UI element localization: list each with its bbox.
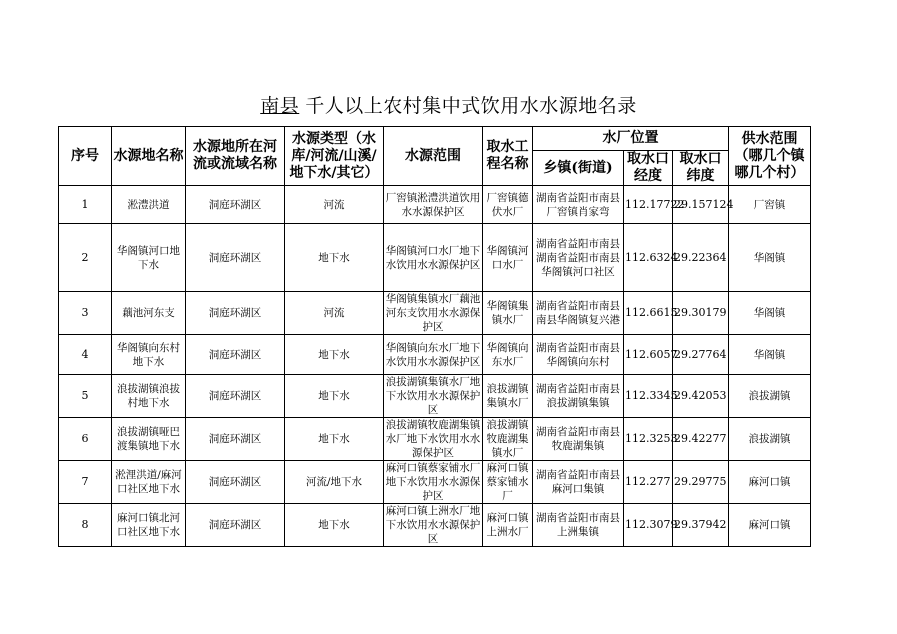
table-row	[59, 335, 811, 375]
cell-type: 河流	[285, 292, 384, 335]
cell-lat: 29.30179	[673, 292, 729, 335]
cell-plant: 华阁镇河口水厂	[483, 224, 533, 292]
cell-lon: 112.17722	[624, 186, 673, 224]
header-type: 水源类型（水库/河流/山溪/地下水/其它）	[285, 127, 384, 186]
cell-lon: 112.6324	[624, 224, 673, 292]
cell-type: 河流	[285, 186, 384, 224]
cell-name: 麻河口镇北河口社区地下水	[112, 504, 186, 547]
cell-lon: 112.277	[624, 461, 673, 504]
cell-scope: 浪拔湖镇集镇水厂地下水饮用水水源保护区	[384, 375, 483, 418]
cell-supply: 麻河口镇	[729, 461, 811, 504]
cell-supply: 华阁镇	[729, 335, 811, 375]
cell-plant: 麻河口镇蔡家铺水厂	[483, 461, 533, 504]
cell-seq: 4	[59, 335, 112, 375]
cell-lon: 112.3345	[624, 375, 673, 418]
cell-town: 湖南省益阳市南县上洲集镇	[533, 504, 624, 547]
cell-name: 淞澧洪道	[112, 186, 186, 224]
cell-plant: 华阁镇向东水厂	[483, 335, 533, 375]
table-row	[59, 292, 811, 335]
header-scope: 水源范围	[384, 127, 483, 186]
water-source-table	[58, 126, 811, 547]
header-plant: 取水工程名称	[483, 127, 533, 186]
page-title	[0, 91, 897, 118]
cell-supply: 华阁镇	[729, 292, 811, 335]
cell-supply: 浪拔湖镇	[729, 418, 811, 461]
county-name: 南县	[260, 95, 300, 117]
cell-town: 湖南省益阳市南县华阁镇向东村	[533, 335, 624, 375]
cell-name: 华阁镇河口地下水	[112, 224, 186, 292]
cell-name: 浪拔湖镇哑巴渡集镇地下水	[112, 418, 186, 461]
header-supply: 供水范围（哪几个镇哪几个村）	[729, 127, 811, 186]
table-row	[59, 418, 811, 461]
cell-seq: 3	[59, 292, 112, 335]
cell-seq: 2	[59, 224, 112, 292]
cell-seq: 5	[59, 375, 112, 418]
header-town: 乡镇(街道)	[533, 151, 624, 186]
cell-lat: 29.37942	[673, 504, 729, 547]
header-basin: 水源地所在河流或流域名称	[186, 127, 285, 186]
cell-lon: 112.6615	[624, 292, 673, 335]
cell-lon: 112.3253	[624, 418, 673, 461]
cell-town: 湖南省益阳市南县牧鹿湖集镇	[533, 418, 624, 461]
cell-name: 华阁镇向东村地下水	[112, 335, 186, 375]
cell-scope: 浪拔湖镇牧鹿湖集镇水厂地下水饮用水水源保护区	[384, 418, 483, 461]
cell-basin: 洞庭环湖区	[186, 461, 285, 504]
cell-basin: 洞庭环湖区	[186, 375, 285, 418]
cell-lat: 29.157124	[673, 186, 729, 224]
cell-plant: 华阁镇集镇水厂	[483, 292, 533, 335]
cell-lat: 29.29775	[673, 461, 729, 504]
cell-scope: 华阁镇集镇水厂藕池河东支饮用水水源保护区	[384, 292, 483, 335]
title-main: 千人以上农村集中式饮用水水源地名录	[305, 95, 637, 117]
header-lat: 取水口纬度	[673, 151, 729, 186]
cell-scope: 厂窖镇淞澧洪道饮用水水源保护区	[384, 186, 483, 224]
cell-plant: 浪拔湖镇集镇水厂	[483, 375, 533, 418]
cell-type: 河流/地下水	[285, 461, 384, 504]
table-body	[59, 186, 811, 547]
cell-basin: 洞庭环湖区	[186, 292, 285, 335]
header-lon: 取水口经度	[624, 151, 673, 186]
cell-scope: 华阁镇向东水厂地下水饮用水水源保护区	[384, 335, 483, 375]
cell-type: 地下水	[285, 224, 384, 292]
cell-supply: 浪拔湖镇	[729, 375, 811, 418]
cell-plant: 浪拔湖镇牧鹿湖集镇水厂	[483, 418, 533, 461]
cell-town: 湖南省益阳市南县厂窖镇肖家弯	[533, 186, 624, 224]
table-row	[59, 461, 811, 504]
cell-lat: 29.27764	[673, 335, 729, 375]
cell-seq: 6	[59, 418, 112, 461]
cell-town: 湖南省益阳市南县浪拔湖镇集镇	[533, 375, 624, 418]
cell-scope: 麻河口镇蔡家铺水厂地下水饮用水水源保护区	[384, 461, 483, 504]
cell-plant: 厂窖镇德伏水厂	[483, 186, 533, 224]
cell-type: 地下水	[285, 375, 384, 418]
cell-type: 地下水	[285, 504, 384, 547]
cell-lat: 29.22364	[673, 224, 729, 292]
cell-supply: 麻河口镇	[729, 504, 811, 547]
cell-lat: 29.42277	[673, 418, 729, 461]
header-location-group: 水厂位置	[533, 127, 729, 151]
cell-basin: 洞庭环湖区	[186, 186, 285, 224]
cell-lon: 112.6057	[624, 335, 673, 375]
cell-basin: 洞庭环湖区	[186, 224, 285, 292]
cell-scope: 华阁镇河口水厂地下水饮用水水源保护区	[384, 224, 483, 292]
table-row	[59, 224, 811, 292]
cell-basin: 洞庭环湖区	[186, 418, 285, 461]
cell-town: 湖南省益阳市南县南县华阁镇复兴港	[533, 292, 624, 335]
cell-basin: 洞庭环湖区	[186, 335, 285, 375]
cell-seq: 8	[59, 504, 112, 547]
cell-plant: 麻河口镇上洲水厂	[483, 504, 533, 547]
cell-seq: 7	[59, 461, 112, 504]
table-row	[59, 186, 811, 224]
cell-type: 地下水	[285, 418, 384, 461]
cell-town: 湖南省益阳市南县麻河口集镇	[533, 461, 624, 504]
table-row	[59, 375, 811, 418]
cell-name: 淞浬洪道/麻河口社区地下水	[112, 461, 186, 504]
table-row	[59, 504, 811, 547]
cell-supply: 华阁镇	[729, 224, 811, 292]
cell-type: 地下水	[285, 335, 384, 375]
cell-town: 湖南省益阳市南县湖南省益阳市南县华阁镇河口社区	[533, 224, 624, 292]
cell-lon: 112.3079	[624, 504, 673, 547]
cell-lat: 29.42053	[673, 375, 729, 418]
cell-name: 藕池河东支	[112, 292, 186, 335]
cell-seq: 1	[59, 186, 112, 224]
cell-supply: 厂窖镇	[729, 186, 811, 224]
header-seq: 序号	[59, 127, 112, 186]
cell-name: 浪拔湖镇浪拔村地下水	[112, 375, 186, 418]
cell-basin: 洞庭环湖区	[186, 504, 285, 547]
cell-scope: 麻河口镇上洲水厂地下水饮用水水源保护区	[384, 504, 483, 547]
header-name: 水源地名称	[112, 127, 186, 186]
